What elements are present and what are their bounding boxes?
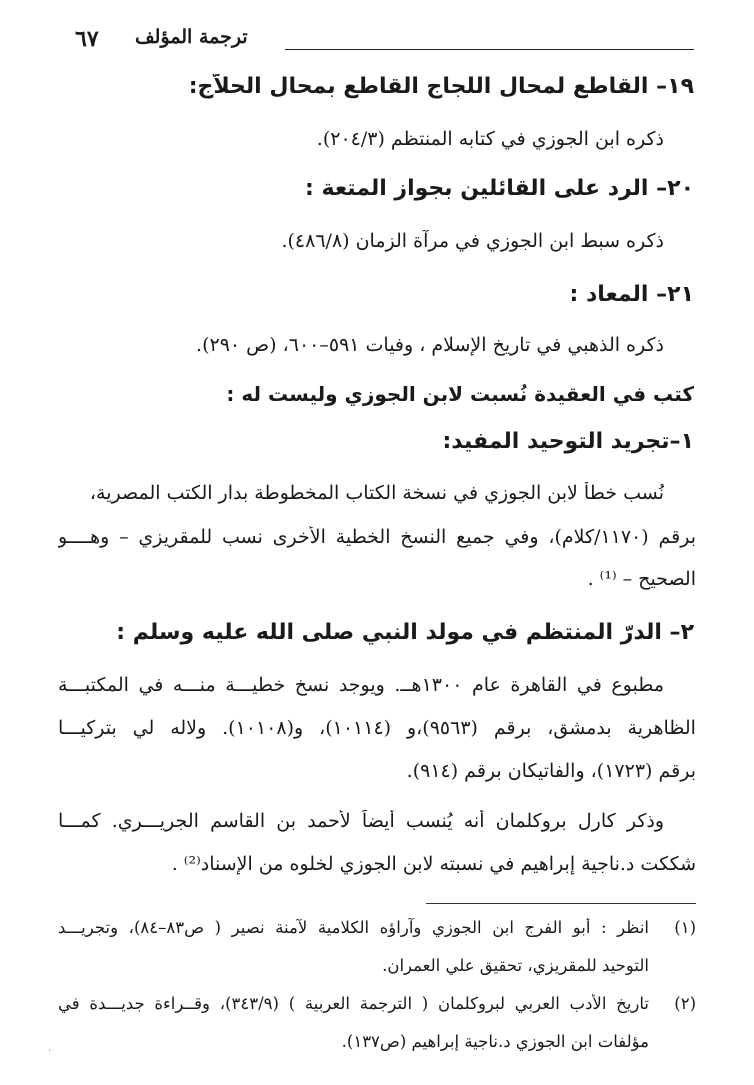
header-rule	[285, 49, 694, 50]
footnote-1-line-1: انظر : أبو الفرج ابن الجوزي وآراؤه الكلامية لآمنة نصير ( ص٨٣–٨٤)، وتجريـــد	[58, 918, 649, 937]
section-heading: كتب في العقيدة نُسبت لابن الجوزي وليست له :	[226, 382, 694, 406]
scan-mark: ·	[48, 1046, 52, 1057]
paragraph-item-19: ذكره ابن الجوزي في كتابه المنتظم (٢٠٤/٣).	[316, 128, 664, 150]
page-header	[75, 22, 694, 56]
heading-item-21: ٢١– المعاد :	[569, 282, 694, 307]
paragraph-attributed-1-line-2: برقم (١١٧٠/كلام)، وفي جميع النسخ الخطية الأخرى نسب للمقريزي – وهــــو	[58, 526, 696, 548]
footnote-2-line-1: تاريخ الأدب العربي لبروكلمان ( الترجمة العربية ) (٣٤٣/٩)، وقــراءة جديـــدة في	[58, 994, 649, 1013]
paragraph-attributed-1-line-3: الصحيح – ⁽¹⁾ .	[587, 568, 696, 590]
page-number: ٦٧	[75, 26, 99, 52]
footnote-1-line-2: التوحيد للمقريزي، تحقيق علي العمران.	[382, 956, 649, 975]
paragraph-brockelmann-line-1: وذكر كارل بروكلمان أنه يُنسب أيضاً لأحمد بن القاسم الجريـــري. كمـــا	[58, 810, 664, 832]
heading-attributed-2: ٢– الدرّ المنتظم في مولد النبي صلى الله عليه وسلم :	[116, 620, 694, 645]
heading-item-20: ٢٠– الرد على القائلين بجواز المتعة :	[305, 176, 694, 201]
paragraph-item-20: ذكره سبط ابن الجوزي في مرآة الزمان (٤٨٦/٨).	[281, 230, 664, 252]
paragraph-item-21: ذكره الذهبي في تاريخ الإسلام ، وفيات ٥٩١–٦٠٠، (ص ٢٩٠).	[196, 334, 664, 356]
heading-item-19: ١٩– القاطع لمحال اللجاج القاطع بمحال الحلاّج:	[188, 74, 694, 99]
paragraph-attributed-2-line-3: برقم (١٧٢٣)، والفاتيكان برقم (٩١٤).	[406, 760, 696, 782]
paragraph-attributed-2-line-1: مطبوع في القاهرة عام ١٣٠٠هــ. ويوجد نسخ خطيـــة منـــه في المكتبـــة	[58, 674, 664, 696]
footnote-number-2: (٢)	[674, 994, 696, 1013]
footnote-2-line-2: مؤلفات ابن الجوزي د.ناجية إبراهيم (ص١٣٧).	[341, 1032, 649, 1051]
footnote-separator	[426, 903, 696, 904]
paragraph-attributed-1-line-1: نُسب خطأً لابن الجوزي في نسخة الكتاب المخطوطة بدار الكتب المصرية،	[89, 482, 664, 504]
paragraph-attributed-2-line-2: الظاهرية بدمشق، برقم (٩٥٦٣)،و (١٠١١٤)، و(١٠١٠٨). ولاله لي بتركيـــا	[58, 717, 696, 739]
paragraph-brockelmann-line-2: شككت د.ناجية إبراهيم في نسبته لابن الجوزي لخلوه من الإسناد⁽²⁾ .	[171, 853, 696, 875]
heading-attributed-1: ١–تجريد التوحيد المفيد:	[442, 429, 694, 454]
running-title: ترجمة المؤلف	[135, 26, 248, 48]
footnote-number-1: (١)	[674, 918, 696, 937]
